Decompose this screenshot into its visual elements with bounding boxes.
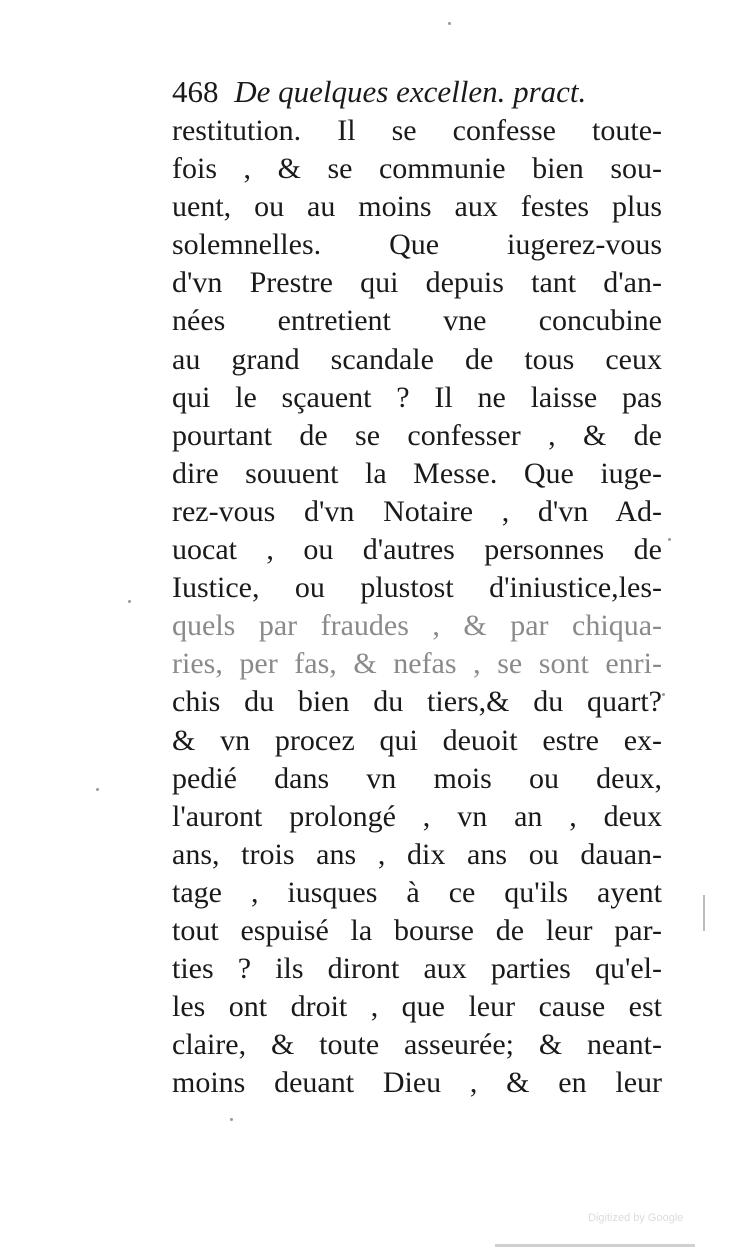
text-line: l'auront prolongé , vn an , deux xyxy=(172,799,662,833)
text-line: nées entretient vne concubine xyxy=(172,304,662,338)
text-line: d'vn Prestre qui depuis tant d'an- xyxy=(172,266,662,300)
text-line: claire, & toute asseurée; & neant- xyxy=(172,1028,662,1062)
text-line: qui le sçauent ? Il ne laisse pas xyxy=(172,380,662,414)
running-title: De quelques excellen. pract. xyxy=(234,74,587,109)
edge-mark xyxy=(495,1244,695,1247)
scan-speck xyxy=(662,693,665,696)
text-line: uocat , ou d'autres personnes de xyxy=(172,533,662,567)
text-line: Iustice, ou plustost d'iniustice,les- xyxy=(172,571,662,605)
text-line: chis du bien du tiers,& du quart? xyxy=(172,685,662,719)
text-line: uent, ou au moins aux festes plus xyxy=(172,190,662,224)
text-line: ties ? ils diront aux parties qu'el- xyxy=(172,952,662,986)
edge-mark xyxy=(703,895,705,931)
scan-speck xyxy=(230,1118,233,1121)
text-line: moins deuant Dieu , & en leur xyxy=(172,1066,662,1100)
text-line: quels par fraudes , & par chiqua- xyxy=(172,609,662,643)
text-line: fois , & se communie bien sou- xyxy=(172,152,662,186)
watermark: Digitized by Google xyxy=(588,1212,684,1224)
text-line: solemnelles. Que iugerez-vous xyxy=(172,228,662,262)
scan-speck xyxy=(128,600,131,603)
text-line: ans, trois ans , dix ans ou dauan- xyxy=(172,837,662,871)
text-line: au grand scandale de tous ceux xyxy=(172,342,662,376)
text-line: les ont droit , que leur cause est xyxy=(172,990,662,1024)
text-line: tage , iusques à ce qu'ils ayent xyxy=(172,875,662,909)
text-line: ries, per fas, & nefas , se sont enri- xyxy=(172,647,662,681)
text-line: & vn procez qui deuoit estre ex- xyxy=(172,723,662,757)
text-line: rez-vous d'vn Notaire , d'vn Ad- xyxy=(172,494,662,528)
text-line: tout espuisé la bourse de leur par- xyxy=(172,913,662,947)
text-line: pedié dans vn mois ou deux, xyxy=(172,761,662,795)
scan-speck xyxy=(448,22,451,25)
page-header xyxy=(172,70,642,114)
text-line: restitution. Il se confesse toute- xyxy=(172,114,662,147)
scan-speck xyxy=(96,788,99,791)
page-number: 468 xyxy=(172,74,219,109)
text-line: dire souuent la Messe. Que iuge- xyxy=(172,456,662,490)
scan-speck xyxy=(668,538,671,541)
text-line: pourtant de se confesser , & de xyxy=(172,418,662,452)
body-text xyxy=(172,112,662,1102)
